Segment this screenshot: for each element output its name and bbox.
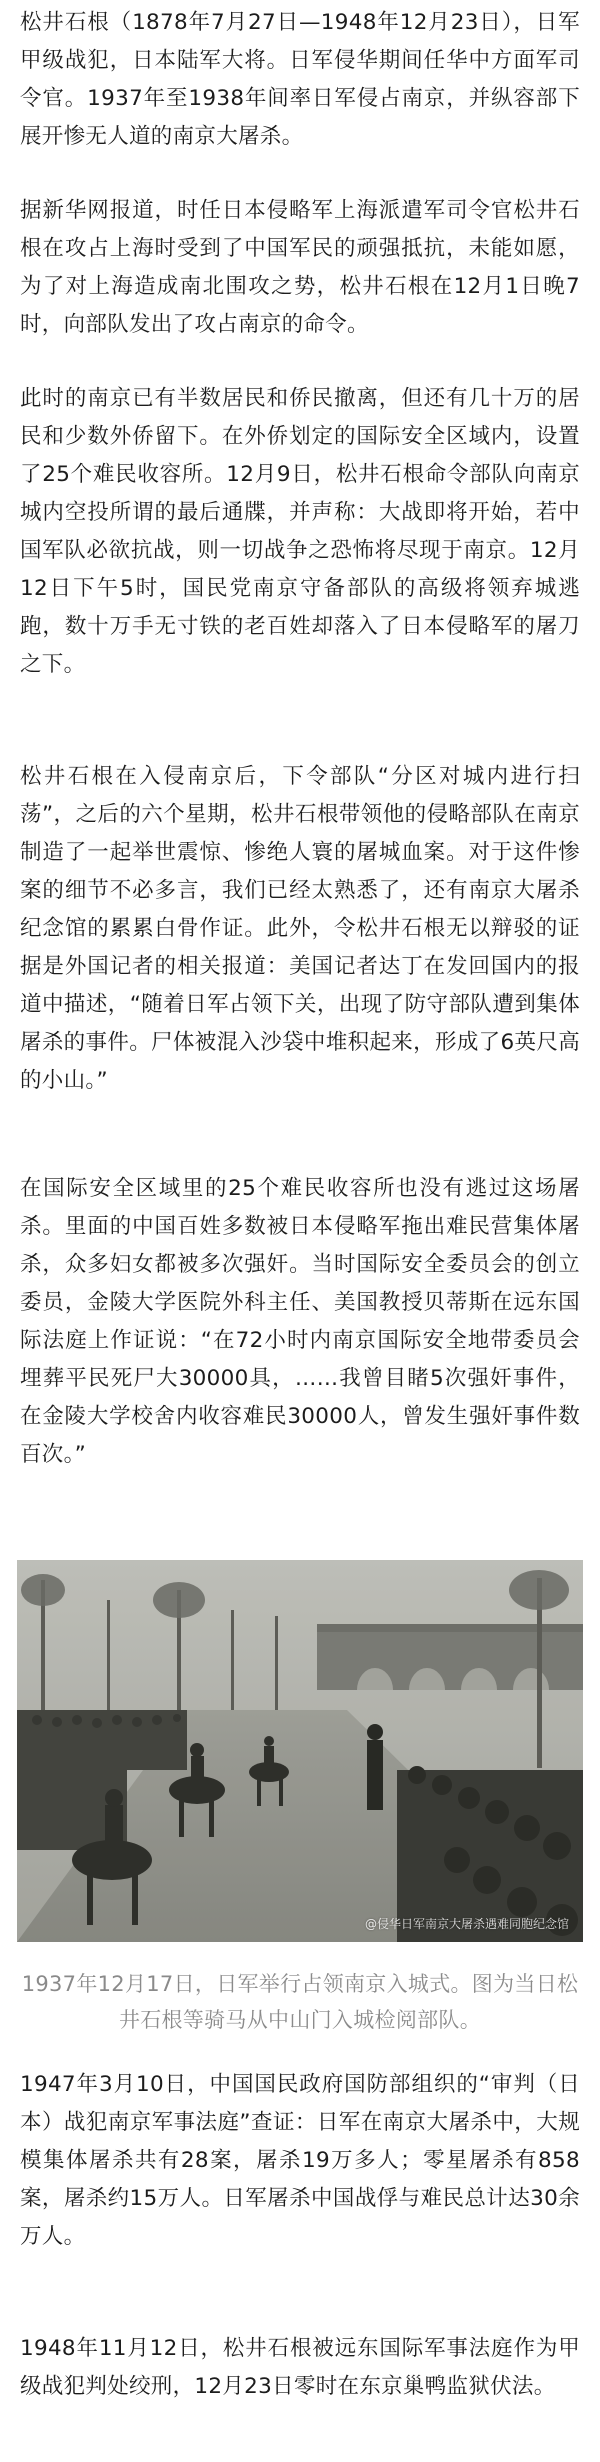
paragraph-tribunal-findings: 1947年3月10日，中国国民政府国防部组织的“审判（日本）战犯南京军事法庭”查证：日军在南京大屠杀中，大规模集体屠杀共有28案，屠杀19万多人；零星屠杀有858案，屠杀约15万人。日军屠杀中国战俘与难民总计达30余万人。 xyxy=(20,2072,580,2249)
historical-photo xyxy=(17,1560,583,1942)
paragraph-intro: 松井石根（1878年7月27日—1948年12月23日），日军甲级战犯，日本陆军大将。日军侵华期间任华中方面军司令官。1937年至1938年间率日军侵占南京，并纵容部下展开惨无人道的南京大屠杀。 xyxy=(20,10,580,149)
photo-illustration xyxy=(17,1560,583,1942)
paragraph-safety-zone: 在国际安全区域里的25个难民收容所也没有逃过这场屠杀。里面的中国百姓多数被日本侵略军拖出难民营集体屠杀，众多妇女都被多次强奸。当时国际安全委员会的创立委员，金陵大学医院外科主任、美国教授贝蒂斯在远东国际法庭上作证说：“在72小时内南京国际安全地带委员会埋葬平民死尸大30000具，……我曾目睹5次强奸事件，在金陵大学校舍内收容难民30000人，曾发生强奸事件数百次。” xyxy=(20,1176,580,1467)
paragraph-order-to-attack: 据新华网报道，时任日本侵略军上海派遣军司令官松井石根在攻占上海时受到了中国军民的顽强抵抗，未能如愿，为了对上海造成南北围攻之势，松井石根在12月1日晚7时，向部队发出了攻占南京的命令。 xyxy=(20,198,580,337)
paragraph-city-situation: 此时的南京已有半数居民和侨民撤离，但还有几十万的居民和少数外侨留下。在外侨划定的国际安全区域内，设置了25个难民收容所。12月9日，松井石根命令部队向南京城内空投所谓的最后通牒，并声称：大战即将开始，若中国军队必欲抗战，则一切战争之恐怖将尽现于南京。12月12日下午5时，国民党南京守备部队的高级将领弃城逃跑，数十万手无寸铁的老百姓却落入了日本侵略军的屠刀之下。 xyxy=(20,386,580,677)
photo-watermark: @侵华日军南京大屠杀遇难同胞纪念馆 xyxy=(364,1917,569,1931)
paragraph-massacre: 松井石根在入侵南京后，下令部队“分区对城内进行扫荡”，之后的六个星期，松井石根带领他的侵略部队在南京制造了一起举世震惊、惨绝人寰的屠城血案。对于这件惨案的细节不必多言，我们已经太熟悉了，还有南京大屠杀纪念馆的累累白骨作证。此外，令松井石根无以辩驳的证据是外国记者的相关报道：美国记者达丁在发回国内的报道中描述，“随着日军占领下关，出现了防守部队遭到集体屠杀的事件。尸体被混入沙袋中堆积起来，形成了6英尺高的小山。” xyxy=(20,764,580,1093)
paragraph-execution: 1948年11月12日，松井石根被远东国际军事法庭作为甲级战犯判处绞刑，12月23日零时在东京巢鸭监狱伏法。 xyxy=(20,2336,580,2399)
photo-caption: 1937年12月17日，日军举行占领南京入城式。图为当日松井石根等骑马从中山门入城检阅部队。 xyxy=(21,1972,579,2032)
